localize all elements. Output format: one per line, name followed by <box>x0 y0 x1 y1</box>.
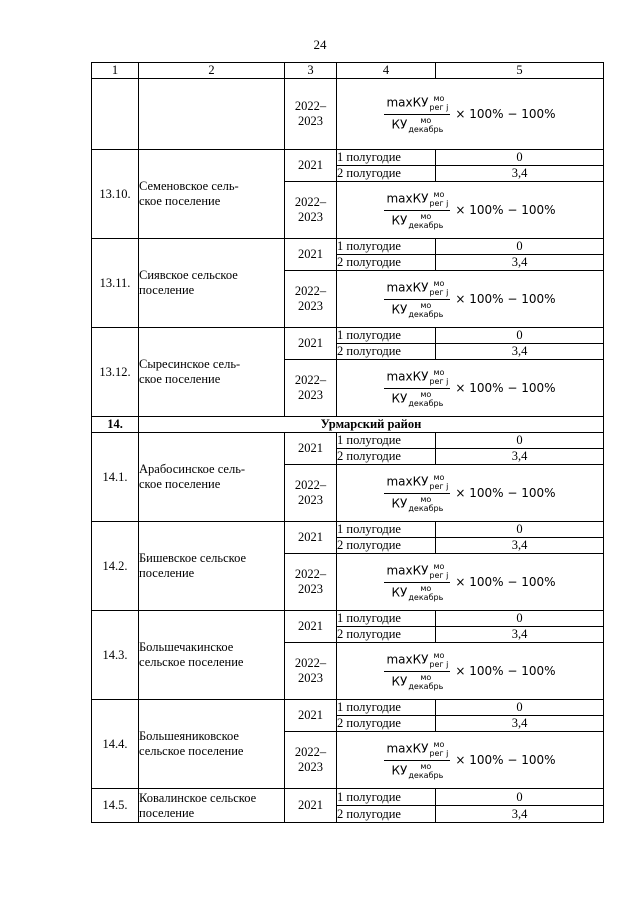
formula-denominator <box>390 494 446 513</box>
years-cell: 2022– 2023 <box>285 360 337 417</box>
formula-cell <box>337 360 604 417</box>
formula-numerator <box>384 651 450 672</box>
section-number: 14. <box>92 417 139 433</box>
header-cell: 2 <box>139 63 285 79</box>
formula-cell <box>337 643 604 700</box>
entry-row <box>92 789 604 806</box>
growth-formula <box>384 368 555 408</box>
half-year-label: 1 полугодие <box>337 328 436 344</box>
formula-den-sup: мо <box>420 673 432 682</box>
half-year-value: 0 <box>436 522 604 538</box>
formula-num-sub: рег j <box>429 660 449 669</box>
half-year-value: 0 <box>436 700 604 716</box>
formula-denominator <box>390 115 446 134</box>
formula-den-sub: декабрь <box>408 221 444 230</box>
formula-num-scripts <box>429 562 448 580</box>
formula-den-text: КУ <box>391 674 408 689</box>
half-year-label: 2 полугодие <box>337 166 436 182</box>
formula-tail: × 100% − 100% <box>455 291 556 306</box>
formula-fraction <box>384 279 450 319</box>
half-year-label: 1 полугодие <box>337 433 436 449</box>
half-year-label: 2 полугодие <box>337 627 436 643</box>
years-cell: 2022– 2023 <box>285 79 337 150</box>
formula-den-text: КУ <box>391 763 408 778</box>
formula-num-sup: мо <box>433 473 445 482</box>
formula-denominator <box>390 300 446 319</box>
formula-num-text: maxКУ <box>386 563 429 578</box>
year-cell: 2021 <box>285 789 337 823</box>
growth-formula <box>384 279 555 319</box>
formula-num-sup: мо <box>433 94 445 103</box>
formula-num-text: maxКУ <box>386 652 429 667</box>
growth-formula <box>384 473 555 513</box>
formula-num-sup: мо <box>433 190 445 199</box>
formula-num-text: maxКУ <box>386 95 429 110</box>
formula-den-sup: мо <box>420 116 432 125</box>
formula-den-sub: декабрь <box>408 310 444 319</box>
year-cell: 2021 <box>285 700 337 732</box>
years-cell: 2022– 2023 <box>285 643 337 700</box>
half-year-value: 0 <box>436 150 604 166</box>
formula-den-text: КУ <box>391 391 408 406</box>
formula-cell <box>337 732 604 789</box>
formula-den-scripts <box>408 116 443 134</box>
growth-formula <box>384 562 555 602</box>
formula-den-sup: мо <box>420 495 432 504</box>
half-year-value: 3,4 <box>436 344 604 360</box>
formula-cell <box>337 79 604 150</box>
formula-num-sub: рег j <box>429 377 449 386</box>
half-year-value: 0 <box>436 611 604 627</box>
formula-num-text: maxКУ <box>386 280 429 295</box>
formula-num-sub: рег j <box>429 571 449 580</box>
growth-formula <box>384 94 555 134</box>
half-year-value: 3,4 <box>436 166 604 182</box>
year-cell: 2021 <box>285 611 337 643</box>
half-year-value: 3,4 <box>436 806 604 823</box>
name-cell <box>139 79 285 150</box>
years-cell: 2022– 2023 <box>285 465 337 522</box>
formula-numerator <box>384 562 450 583</box>
years-cell: 2022– 2023 <box>285 554 337 611</box>
formula-num-sub: рег j <box>429 199 449 208</box>
formula-den-sub: декабрь <box>408 125 444 134</box>
formula-tail: × 100% − 100% <box>455 663 556 678</box>
formula-den-text: КУ <box>391 496 408 511</box>
half-year-label: 2 полугодие <box>337 344 436 360</box>
formula-numerator <box>384 740 450 761</box>
entry-row <box>92 700 604 716</box>
formula-num-sup: мо <box>433 562 445 571</box>
half-year-value: 0 <box>436 789 604 806</box>
formula-denominator <box>390 211 446 230</box>
formula-num-sub: рег j <box>429 482 449 491</box>
formula-num-scripts <box>429 651 448 669</box>
entry-number: 13.10. <box>92 150 139 239</box>
number-cell <box>92 79 139 150</box>
header-cell: 5 <box>436 63 604 79</box>
formula-den-text: КУ <box>391 302 408 317</box>
settlement-name: Арабосинское сель- ское поселение <box>139 433 285 522</box>
growth-formula <box>384 651 555 691</box>
formula-fraction <box>384 190 450 230</box>
half-year-label: 1 полугодие <box>337 611 436 627</box>
half-year-label: 1 полугодие <box>337 700 436 716</box>
formula-fraction <box>384 368 450 408</box>
tariff-table <box>91 62 604 823</box>
half-year-value: 0 <box>436 239 604 255</box>
formula-den-sub: декабрь <box>408 682 444 691</box>
formula-den-sub: декабрь <box>408 771 444 780</box>
formula-den-sub: декабрь <box>408 504 444 513</box>
half-year-label: 1 полугодие <box>337 239 436 255</box>
year-cell: 2021 <box>285 328 337 360</box>
settlement-name: Сыресинское сель- ское поселение <box>139 328 285 417</box>
section-title: Урмарский район <box>139 417 604 433</box>
formula-den-scripts <box>408 301 443 319</box>
formula-den-scripts <box>408 495 443 513</box>
formula-cell <box>337 271 604 328</box>
formula-denominator <box>390 761 446 780</box>
formula-num-text: maxКУ <box>386 191 429 206</box>
formula-fraction <box>384 562 450 602</box>
settlement-name: Ковалинское сельское поселение <box>139 789 285 823</box>
formula-fraction <box>384 740 450 780</box>
growth-formula <box>384 740 555 780</box>
formula-tail: × 100% − 100% <box>455 485 556 500</box>
formula-numerator <box>384 94 450 115</box>
formula-num-sup: мо <box>433 740 445 749</box>
formula-num-sub: рег j <box>429 288 449 297</box>
growth-formula <box>384 190 555 230</box>
settlement-name: Большеяниковское сельское поселение <box>139 700 285 789</box>
half-year-value: 3,4 <box>436 255 604 271</box>
half-year-value: 3,4 <box>436 538 604 554</box>
formula-numerator <box>384 279 450 300</box>
formula-num-sup: мо <box>433 368 445 377</box>
formula-den-scripts <box>408 673 443 691</box>
header-row <box>92 63 604 79</box>
half-year-label: 2 полугодие <box>337 806 436 823</box>
formula-den-scripts <box>408 390 443 408</box>
formula-num-scripts <box>429 190 448 208</box>
years-cell: 2022– 2023 <box>285 732 337 789</box>
formula-cell <box>337 465 604 522</box>
header-cell: 4 <box>337 63 436 79</box>
years-cell: 2022– 2023 <box>285 182 337 239</box>
half-year-value: 3,4 <box>436 449 604 465</box>
settlement-name: Большечакинское сельское поселение <box>139 611 285 700</box>
formula-cell <box>337 554 604 611</box>
half-year-value: 0 <box>436 433 604 449</box>
entry-number: 13.12. <box>92 328 139 417</box>
entry-number: 13.11. <box>92 239 139 328</box>
section-row <box>92 417 604 433</box>
year-cell: 2021 <box>285 522 337 554</box>
formula-den-sub: декабрь <box>408 399 444 408</box>
formula-den-sup: мо <box>420 762 432 771</box>
formula-num-scripts <box>429 368 448 386</box>
formula-numerator <box>384 190 450 211</box>
half-year-label: 1 полугодие <box>337 522 436 538</box>
half-year-value: 3,4 <box>436 627 604 643</box>
year-cell: 2021 <box>285 239 337 271</box>
formula-denominator <box>390 672 446 691</box>
entry-number: 14.5. <box>92 789 139 823</box>
half-year-value: 0 <box>436 328 604 344</box>
page-number: 24 <box>313 37 327 52</box>
formula-num-scripts <box>429 473 448 491</box>
entry-number: 14.1. <box>92 433 139 522</box>
year-cell: 2021 <box>285 433 337 465</box>
formula-den-sub: декабрь <box>408 593 444 602</box>
formula-numerator <box>384 368 450 389</box>
header-cell: 1 <box>92 63 139 79</box>
formula-den-text: КУ <box>391 585 408 600</box>
entry-row <box>92 611 604 627</box>
formula-den-sup: мо <box>420 301 432 310</box>
half-year-label: 2 полугодие <box>337 449 436 465</box>
half-year-label: 2 полугодие <box>337 255 436 271</box>
continued-row <box>92 79 604 150</box>
half-year-value: 3,4 <box>436 716 604 732</box>
formula-numerator <box>384 473 450 494</box>
formula-fraction <box>384 94 450 134</box>
half-year-label: 1 полугодие <box>337 789 436 806</box>
formula-den-sup: мо <box>420 212 432 221</box>
formula-den-sup: мо <box>420 390 432 399</box>
entry-row <box>92 522 604 538</box>
formula-denominator <box>390 583 446 602</box>
formula-den-scripts <box>408 212 443 230</box>
half-year-label: 1 полугодие <box>337 150 436 166</box>
formula-num-sup: мо <box>433 651 445 660</box>
settlement-name: Сиявское сельское поселение <box>139 239 285 328</box>
formula-fraction <box>384 473 450 513</box>
formula-num-text: maxКУ <box>386 741 429 756</box>
year-cell: 2021 <box>285 150 337 182</box>
formula-tail: × 100% − 100% <box>455 106 556 121</box>
years-cell: 2022– 2023 <box>285 271 337 328</box>
formula-tail: × 100% − 100% <box>455 574 556 589</box>
formula-den-text: КУ <box>391 213 408 228</box>
formula-den-scripts <box>408 584 443 602</box>
entry-row <box>92 328 604 344</box>
entry-number: 14.3. <box>92 611 139 700</box>
half-year-label: 2 полугодие <box>337 716 436 732</box>
formula-cell <box>337 182 604 239</box>
header-cell: 3 <box>285 63 337 79</box>
formula-num-sub: рег j <box>429 749 449 758</box>
formula-num-text: maxКУ <box>386 474 429 489</box>
formula-num-scripts <box>429 94 448 112</box>
formula-den-sup: мо <box>420 584 432 593</box>
formula-tail: × 100% − 100% <box>455 202 556 217</box>
formula-num-sup: мо <box>433 279 445 288</box>
entry-row <box>92 239 604 255</box>
formula-tail: × 100% − 100% <box>455 752 556 767</box>
formula-num-text: maxКУ <box>386 369 429 384</box>
settlement-name: Бишевское сельское поселение <box>139 522 285 611</box>
formula-tail: × 100% − 100% <box>455 380 556 395</box>
formula-num-scripts <box>429 740 448 758</box>
half-year-label: 2 полугодие <box>337 538 436 554</box>
entry-number: 14.2. <box>92 522 139 611</box>
entry-row <box>92 150 604 166</box>
formula-num-sub: рег j <box>429 103 449 112</box>
formula-denominator <box>390 389 446 408</box>
entry-number: 14.4. <box>92 700 139 789</box>
formula-num-scripts <box>429 279 448 297</box>
formula-fraction <box>384 651 450 691</box>
formula-den-scripts <box>408 762 443 780</box>
entry-row <box>92 433 604 449</box>
formula-den-text: КУ <box>391 117 408 132</box>
settlement-name: Семеновское сель- ское поселение <box>139 150 285 239</box>
